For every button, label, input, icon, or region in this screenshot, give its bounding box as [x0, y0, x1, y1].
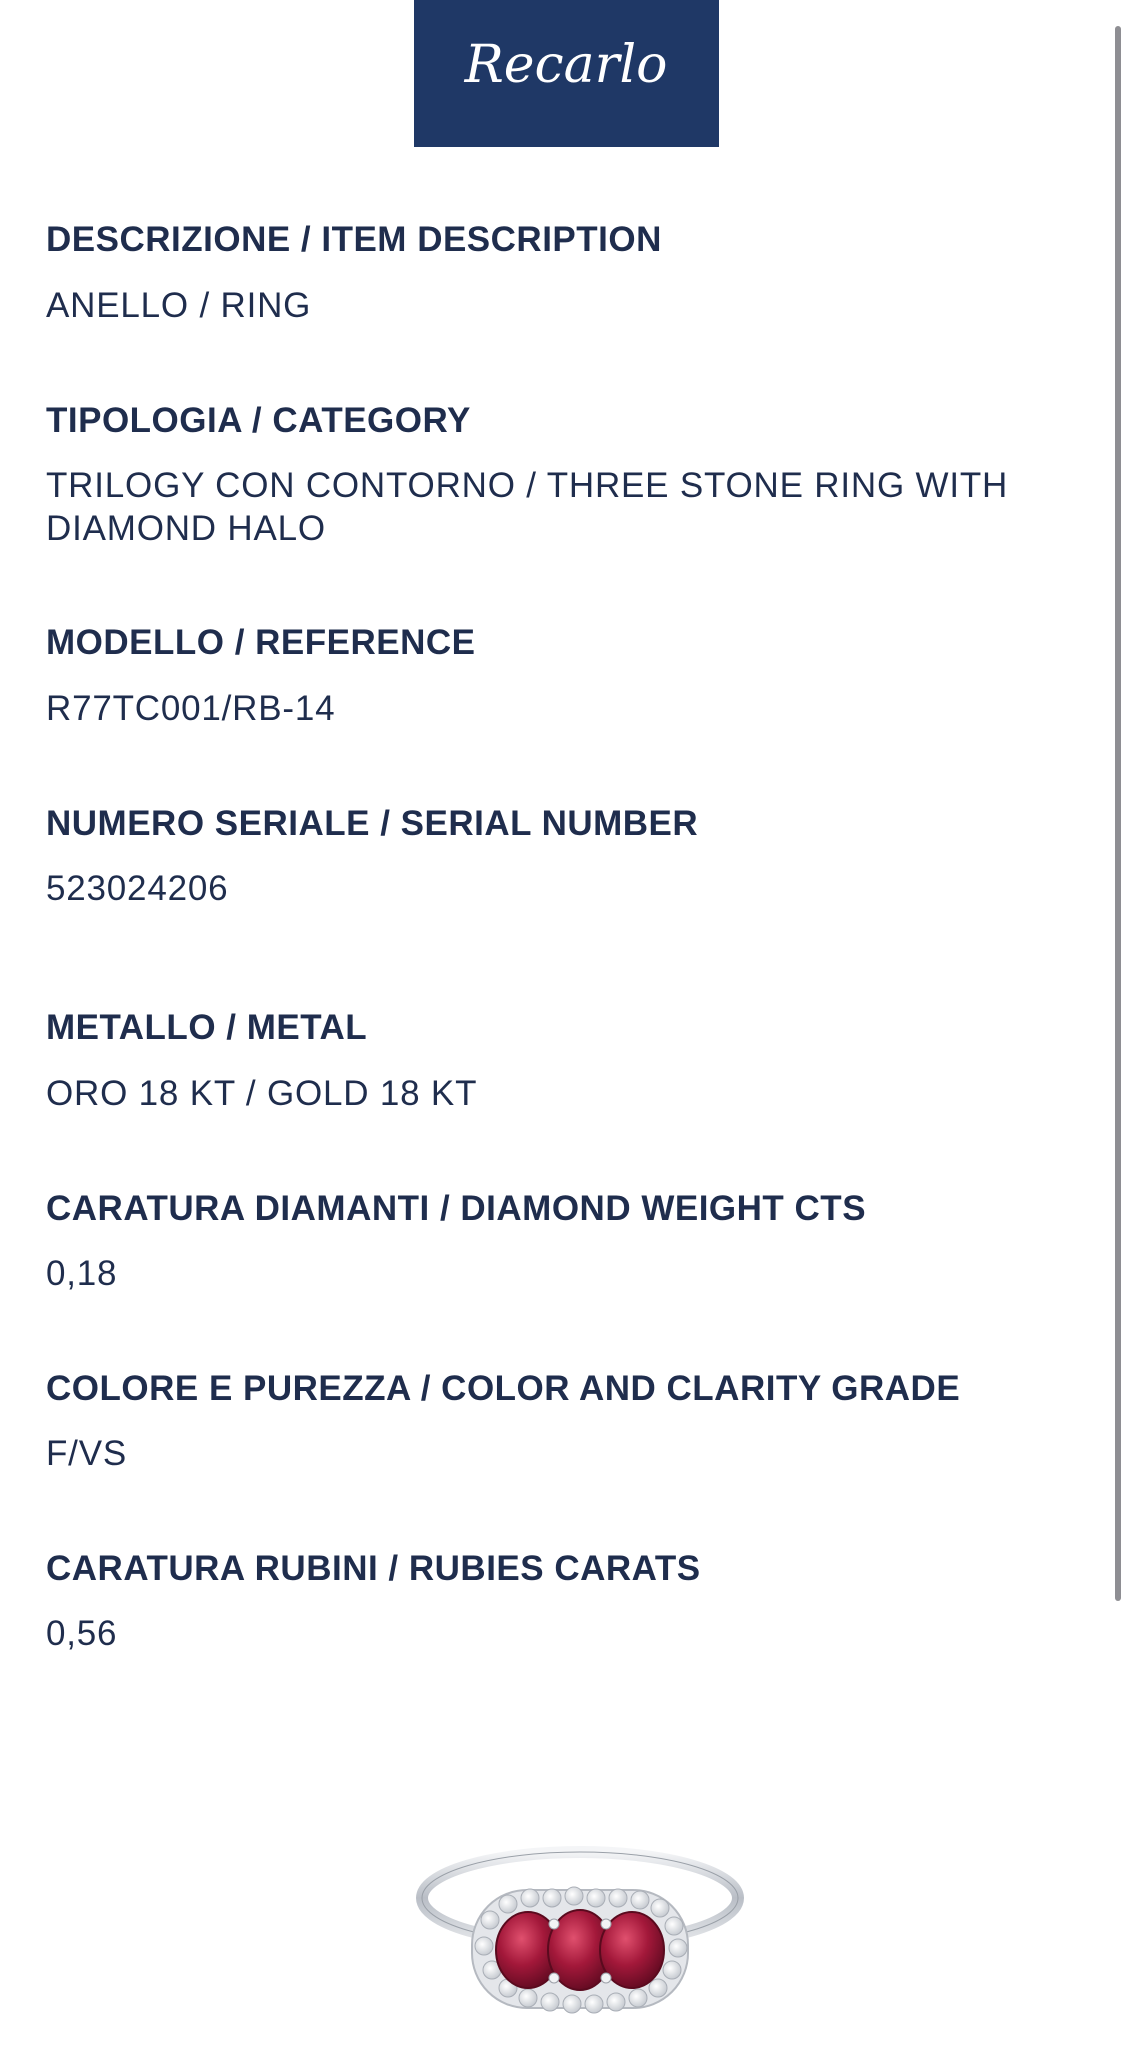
logo-text: Recarlo: [464, 35, 668, 95]
ring-icon: [410, 1820, 750, 2048]
item-description-label: DESCRIZIONE / ITEM DESCRIPTION: [46, 220, 662, 259]
rubies-carats-label: CARATURA RUBINI / RUBIES CARATS: [46, 1549, 701, 1588]
scrollbar-thumb[interactable]: [1115, 26, 1121, 1601]
category-label: TIPOLOGIA / CATEGORY: [46, 401, 471, 440]
item-description-value: ANELLO / RING: [46, 286, 312, 325]
reference-label: MODELLO / REFERENCE: [46, 623, 476, 662]
diamond-weight-value: 0,18: [46, 1254, 118, 1293]
logo-wordmark: [414, 0, 719, 147]
diamond-weight-label: CARATURA DIAMANTI / DIAMOND WEIGHT CTS: [46, 1189, 867, 1228]
brand-logo[interactable]: [414, 0, 719, 147]
metal-label: METALLO / METAL: [46, 1008, 368, 1047]
reference-value: R77TC001/RB-14: [46, 689, 336, 728]
color-clarity-value: F/VS: [46, 1434, 127, 1473]
category-value: TRILOGY CON CONTORNO / THREE STONE RING WITH DIAMOND HALO: [46, 466, 1009, 548]
serial-number-label: NUMERO SERIALE / SERIAL NUMBER: [46, 804, 699, 843]
metal-value: ORO 18 KT / GOLD 18 KT: [46, 1074, 478, 1113]
serial-number-value: 523024206: [46, 869, 229, 908]
color-clarity-label: COLORE E PUREZZA / COLOR AND CLARITY GRADE: [46, 1369, 961, 1408]
rubies-carats-value: 0,56: [46, 1614, 118, 1653]
